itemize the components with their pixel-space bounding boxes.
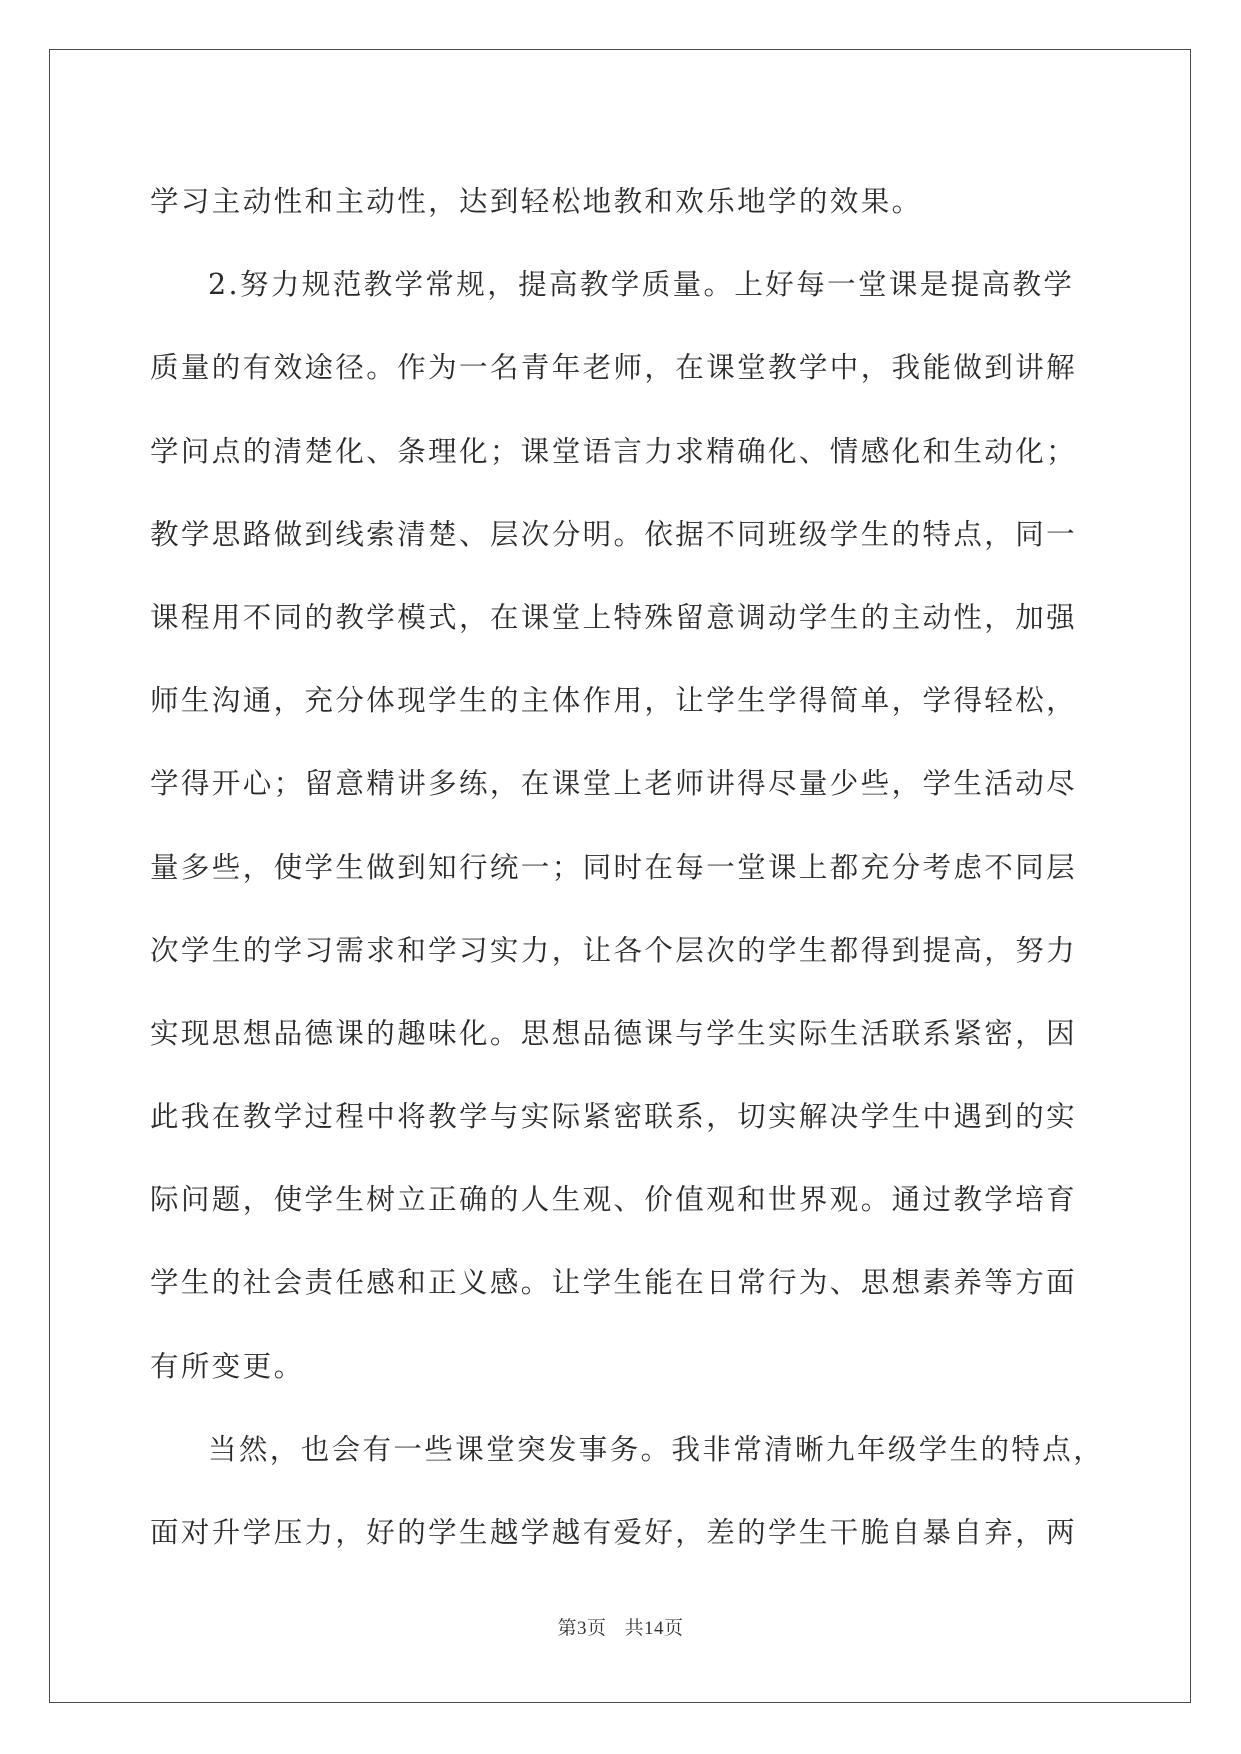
text-line: 师生沟通，充分体现学生的主体作用，让学生学得简单，学得轻松，: [150, 684, 1078, 718]
text-line: 2.努力规范教学常规，提高教学质量。上好每一堂课是提高教学: [208, 268, 1075, 302]
text-line: 学生的社会责任感和正义感。让学生能在日常行为、思想素养等方面: [150, 1266, 1078, 1300]
text-line: 学得开心；留意精讲多练，在课堂上老师讲得尽量少些，学生活动尽: [150, 767, 1078, 801]
text-line: 教学思路做到线索清楚、层次分明。依据不同班级学生的特点，同一: [150, 517, 1078, 551]
text-line: 次学生的学习需求和学习实力，让各个层次的学生都得到提高，努力: [150, 933, 1078, 967]
page-total: 共14页: [624, 1618, 684, 1639]
text-line: 际问题，使学生树立正确的人生观、价值观和世界观。通过教学培育: [150, 1183, 1078, 1217]
text-line: 有所变更。: [150, 1349, 305, 1383]
text-line: 学习主动性和主动性，达到轻松地教和欢乐地学的效果。: [150, 185, 923, 218]
text-line: 实现思想品德课的趣味化。思想品德课与学生实际生活联系紧密，因: [150, 1016, 1078, 1050]
text-line: 质量的有效途径。作为一名青年老师，在课堂教学中，我能做到讲解: [150, 351, 1078, 385]
text-line: 课程用不同的教学模式，在课堂上特殊留意调动学生的主动性，加强: [150, 600, 1078, 634]
text-line: 此我在教学过程中将教学与实际紧密联系，切实解决学生中遇到的实: [150, 1100, 1078, 1134]
page-footer: [0, 1613, 1241, 1640]
document-body: [150, 160, 1105, 1574]
page-number: 第3页: [557, 1618, 607, 1639]
text-line: 当然，也会有一些课堂突发事务。我非常清晰九年级学生的特点，: [208, 1432, 1105, 1466]
text-line: 面对升学压力，好的学生越学越有爱好，差的学生干脆自暴自弃，两: [150, 1516, 1078, 1549]
text-line: 量多些，使学生做到知行统一；同时在每一堂课上都充分考虑不同层: [150, 850, 1078, 884]
text-line: 学问点的清楚化、条理化；课堂语言力求精确化、情感化和生动化；: [150, 434, 1078, 468]
